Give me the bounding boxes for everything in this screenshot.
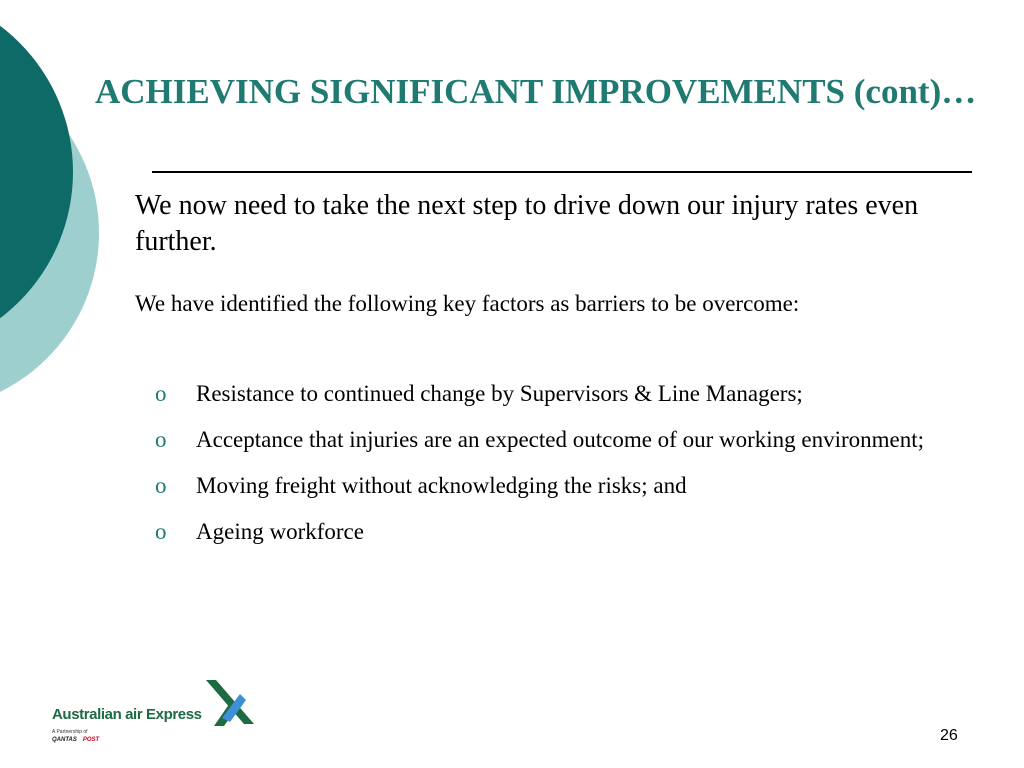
lead-paragraph: We now need to take the next step to drive down our injury rates even further. xyxy=(135,190,919,257)
intro-paragraph: We have identified the following key factors as barriers to be overcome: xyxy=(135,291,800,316)
list-item-text: Resistance to continued change by Supervisors & Line Managers; xyxy=(196,381,803,406)
barriers-list xyxy=(155,377,975,561)
page-number: 26 xyxy=(940,727,958,744)
company-logo xyxy=(48,680,263,750)
logo-partner-qantas: QANTAS xyxy=(52,737,77,743)
bullet-marker: o xyxy=(155,427,167,452)
logo-x-mark-icon xyxy=(202,680,254,728)
list-item-text: Acceptance that injuries are an expected outcome of our working environment; xyxy=(196,427,925,452)
logo-partners xyxy=(52,737,99,743)
list-item-text: Moving freight without acknowledging the risks; and xyxy=(196,473,687,498)
list-item xyxy=(155,423,975,456)
bullet-marker: o xyxy=(155,473,167,498)
title-divider xyxy=(152,171,972,173)
list-item xyxy=(155,377,975,410)
slide-title: ACHIEVING SIGNIFICANT IMPROVEMENTS (cont)… xyxy=(95,72,977,111)
logo-partner-post: POST xyxy=(82,737,100,743)
bullet-marker: o xyxy=(155,519,167,544)
bullet-marker: o xyxy=(155,381,167,406)
logo-wordmark: Australian air Express xyxy=(52,706,202,723)
list-item-text: Ageing workforce xyxy=(196,519,364,544)
logo-tagline: A Partnership of xyxy=(52,729,88,735)
list-item xyxy=(155,469,975,502)
decorative-circles xyxy=(0,0,110,410)
list-item xyxy=(155,515,975,548)
